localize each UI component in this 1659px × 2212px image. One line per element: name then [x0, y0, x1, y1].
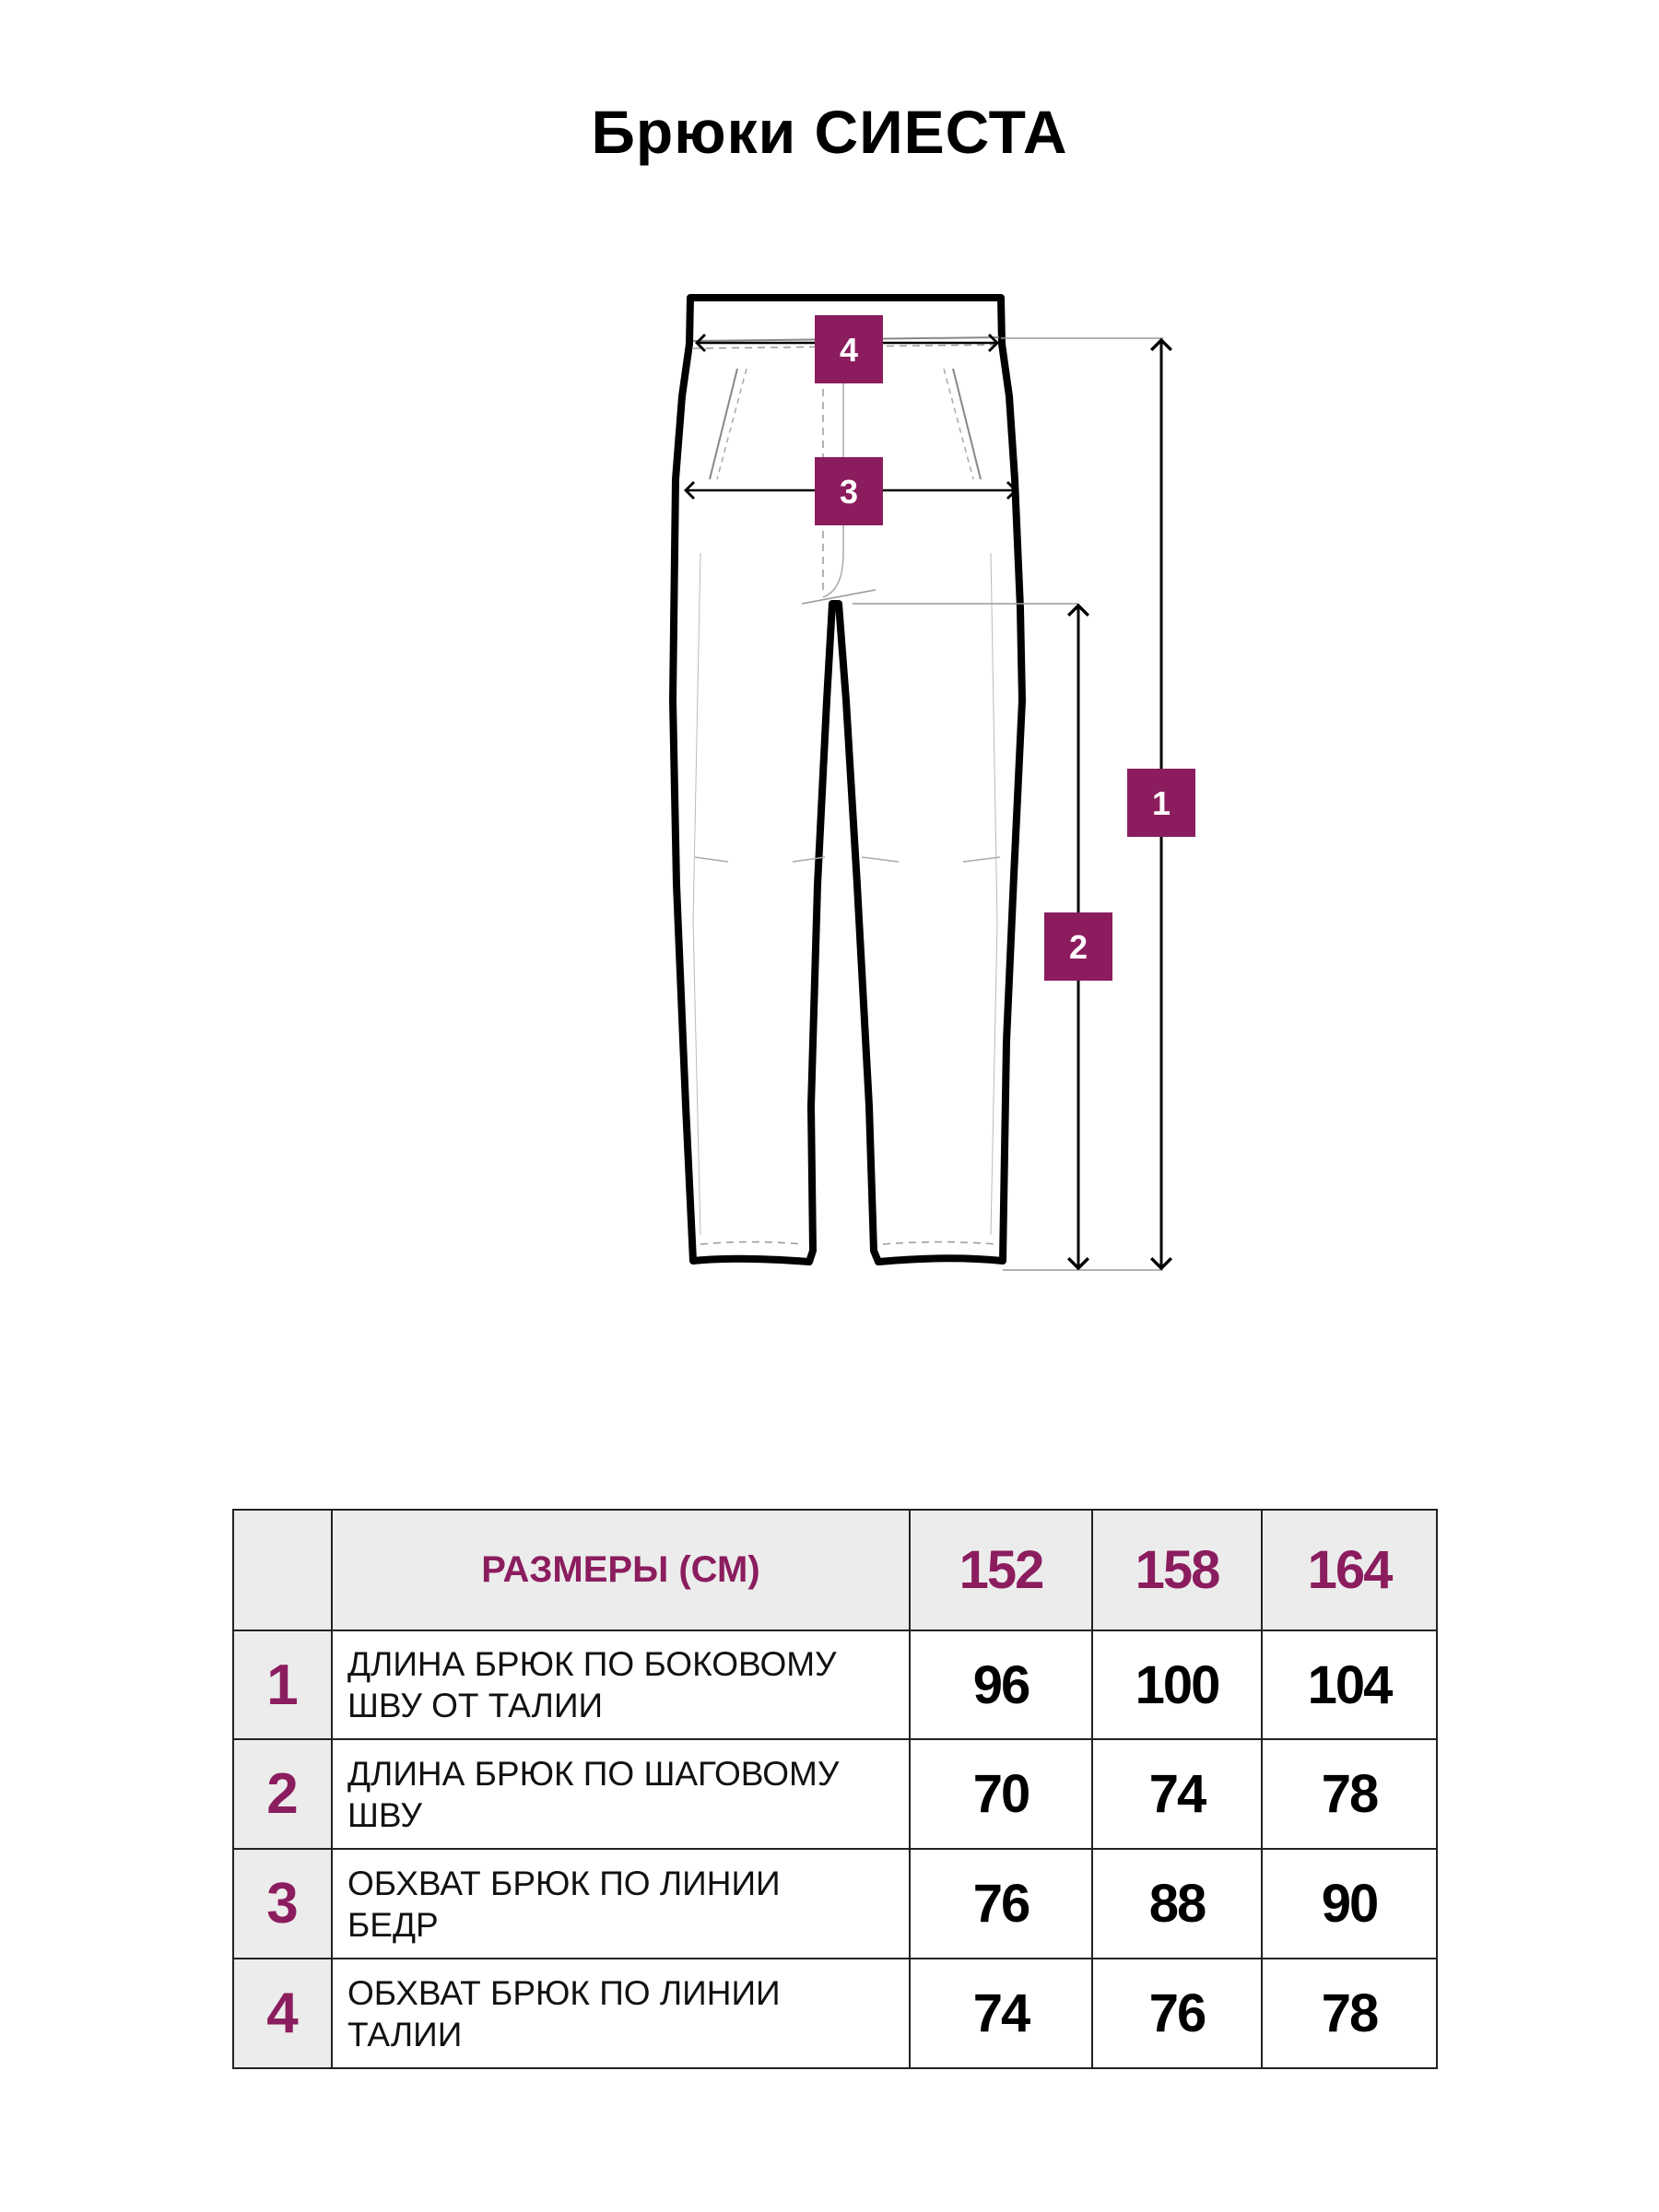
badge-1: [1127, 769, 1195, 837]
badge-3: [815, 457, 883, 525]
header-size-152: 152: [910, 1510, 1092, 1630]
row-number: 1: [233, 1630, 332, 1739]
header-corner-cell: [233, 1510, 332, 1630]
header-size-164: 164: [1262, 1510, 1437, 1630]
value-cell: 74: [910, 1959, 1092, 2068]
badge-4: [815, 315, 883, 383]
row-description: ДЛИНА БРЮК ПО БОКОВОМУ ШВУ ОТ ТАЛИИ: [332, 1630, 910, 1739]
table-row: [233, 1739, 1437, 1849]
row-number: 3: [233, 1849, 332, 1959]
value-cell: 100: [1092, 1630, 1262, 1739]
header-sizes-label: РАЗМЕРЫ (СМ): [332, 1510, 910, 1630]
value-cell: 78: [1262, 1739, 1437, 1849]
value-cell: 90: [1262, 1849, 1437, 1959]
table-header-row: [233, 1510, 1437, 1630]
pants-outline: [673, 298, 1022, 1262]
table-row: [233, 1959, 1437, 2068]
value-cell: 70: [910, 1739, 1092, 1849]
value-cell: 104: [1262, 1630, 1437, 1739]
row-number: 2: [233, 1739, 332, 1849]
svg-text:3: 3: [839, 473, 859, 511]
svg-text:2: 2: [1068, 928, 1088, 966]
value-cell: 88: [1092, 1849, 1262, 1959]
size-chart-table: [232, 1509, 1438, 2069]
badge-2: [1044, 912, 1112, 981]
table-row: [233, 1849, 1437, 1959]
value-cell: 78: [1262, 1959, 1437, 2068]
svg-text:1: 1: [1151, 784, 1171, 822]
value-cell: 76: [910, 1849, 1092, 1959]
header-size-158: 158: [1092, 1510, 1262, 1630]
row-number: 4: [233, 1959, 332, 2068]
row-description: ОБХВАТ БРЮК ПО ЛИНИИ ТАЛИИ: [332, 1959, 910, 2068]
row-description: ОБХВАТ БРЮК ПО ЛИНИИ БЕДР: [332, 1849, 910, 1959]
row-description: ДЛИНА БРЮК ПО ШАГОВОМУ ШВУ: [332, 1739, 910, 1849]
value-cell: 74: [1092, 1739, 1262, 1849]
svg-text:4: 4: [839, 331, 859, 369]
value-cell: 76: [1092, 1959, 1262, 2068]
table-row: [233, 1630, 1437, 1739]
page-title: Брюки СИЕСТА: [591, 98, 1068, 166]
value-cell: 96: [910, 1630, 1092, 1739]
